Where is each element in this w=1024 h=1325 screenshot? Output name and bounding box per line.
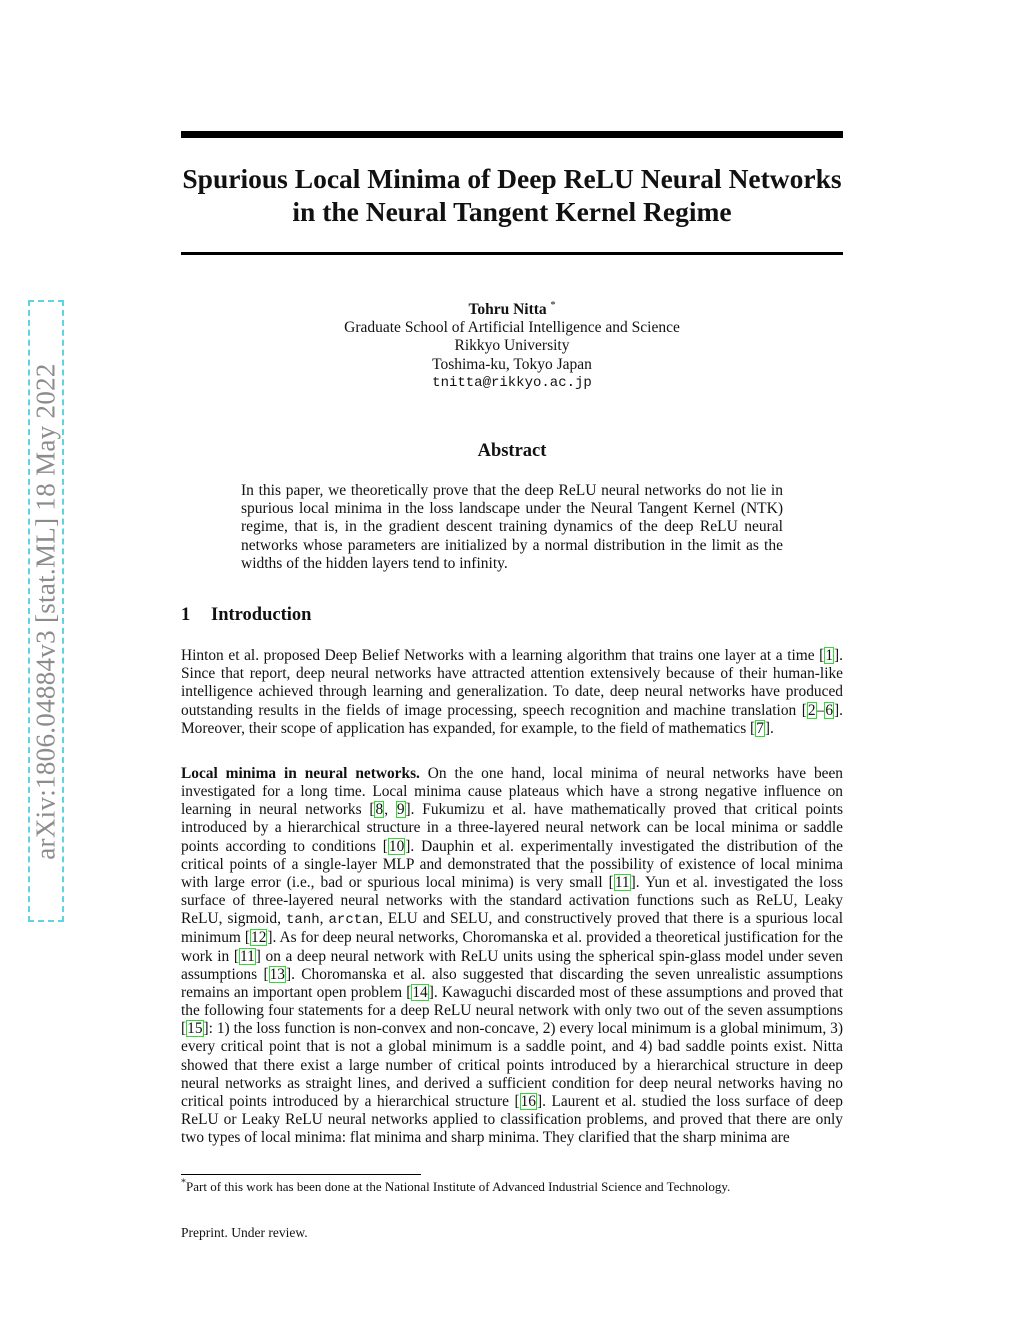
intro-paragraph-1: Hinton et al. proposed Deep Belief Networks with a learning algorithm that trains one layer at a time [1]. Since that report, deep neural networks have attracted attention extensively because of their human-like intelligence achieved through learning and generalization. To date, deep neural networks have produced outstanding results in the fields of image processing, speech recognition and machine translation [2–6]. Moreover, their scope of application has expanded, for example, to the field of mathematics [7]. bbox=[181, 647, 843, 737]
citation-link[interactable]: 11 bbox=[239, 947, 255, 965]
citation-link[interactable]: 6 bbox=[825, 701, 834, 719]
section-heading-introduction bbox=[181, 605, 311, 626]
citation-link[interactable]: 2 bbox=[807, 701, 816, 719]
citation-link[interactable]: 15 bbox=[187, 1020, 203, 1038]
citation-link[interactable]: 16 bbox=[520, 1092, 536, 1110]
section-title: Introduction bbox=[211, 605, 312, 625]
citation-link[interactable]: 9 bbox=[396, 801, 405, 819]
paragraph-label-local-minima: Local minima in neural networks. bbox=[181, 765, 420, 782]
citation-link[interactable]: 11 bbox=[614, 873, 630, 891]
author-affiliation-location: Toshima-ku, Tokyo Japan bbox=[432, 355, 592, 373]
footnote-text: Part of this work has been done at the National Institute of Advanced Industrial Science and Technology. bbox=[186, 1179, 731, 1194]
author-affiliation-school: Graduate School of Artificial Intelligence and Science bbox=[344, 319, 680, 337]
citation-link[interactable]: 14 bbox=[412, 983, 428, 1001]
footnote-mark: * bbox=[181, 1177, 186, 1189]
arxiv-identifier-stamp bbox=[28, 300, 64, 922]
paper-title: Spurious Local Minima of Deep ReLU Neural Networks in the Neural Tangent Kernel Regime bbox=[182, 163, 842, 227]
arxiv-identifier-text: arXiv:1806.04884v3 [stat.ML] 18 May 2022 bbox=[30, 362, 61, 860]
citation-link[interactable]: 7 bbox=[756, 719, 764, 737]
section-number: 1 bbox=[181, 605, 191, 625]
citation-link[interactable]: 1 bbox=[825, 647, 834, 664]
inline-math: tanh bbox=[286, 912, 320, 929]
inline-math: arctan bbox=[328, 912, 379, 929]
author-footnote-mark: * bbox=[550, 299, 556, 311]
author-block bbox=[181, 301, 843, 392]
citation-link[interactable]: 8 bbox=[375, 801, 384, 819]
citation-link[interactable]: 13 bbox=[269, 965, 285, 983]
title-bottom-rule bbox=[181, 252, 843, 255]
abstract-heading: Abstract bbox=[477, 441, 547, 461]
title-top-rule bbox=[181, 131, 843, 138]
footnote-rule bbox=[181, 1174, 421, 1175]
citation-link[interactable]: 12 bbox=[251, 929, 267, 947]
intro-paragraph-2-body: On the one hand, local minima of neural networks have been investigated for a long time. Local minima cause plateaus which have a strong negative influence on learning in neural networks [8, 9]. Fukumizu et al. have mathematically proved that critical points introduced by a hierarchical structure in a three-layered neural network can be local minima or saddle points according to conditions [10]. Dauphin et al. experimentally investigated the distribution of the critical points of a single-layer MLP and demonstrated that the possibility of existence of local minima with large error (i.e., bad or spurious local minima) is very small [11]. Yun et al. investigated the loss surface of three-layered neural networks with the standard activation functions such as ReLU, Leaky ReLU, sigmoid, tanh, arctan, ELU and SELU, and constructively proved that there is a spurious local minimum [12]. As for deep neural networks, Choromanska et al. provided a theoretical justification for the work in [11] on a deep neural network with ReLU units using the spherical spin-glass model under seven assumptions [13]. Choromanska et al. also suggested that discarding the seven unrealistic assumptions remains an important open problem [14]. Kawaguchi discarded most of these assumptions and proved that the following four statements for a deep ReLU neural network with only two out of the seven assumptions [15]: 1) the loss function is non-convex and non-concave, 2) every local minimum is a global minimum, 3) every critical point that is not a global minimum is a saddle point, and 4) bad saddle points exist. Nitta showed that there exist a large number of critical points introduced by a hierarchical structure in deep neural networks as straight lines, and derived a sufficient condition for deep neural networks having no critical points introduced by a hierarchical structure [16]. Laurent et al. studied the loss surface of deep ReLU or Leaky ReLU neural networks applied to classification problems, and proved that there are only two types of local minima: flat minima and sharp minima. They clarified that the sharp minima are bbox=[181, 765, 844, 1147]
intro-paragraph-2 bbox=[181, 765, 843, 1147]
abstract-text: In this paper, we theoretically prove that the deep ReLU neural networks do not lie in spurious local minima in the loss landscape under the Neural Tangent Kernel (NTK) regime, that is, in the gradient descent training dynamics of the deep ReLU neural networks whose parameters are initialized by a normal distribution in the limit as the widths of the hidden layers tend to infinity. bbox=[241, 482, 783, 572]
preprint-footer: Preprint. Under review. bbox=[181, 1225, 308, 1240]
author-affiliation-university: Rikkyo University bbox=[454, 337, 570, 355]
citation-link[interactable]: 10 bbox=[388, 837, 405, 855]
footnote bbox=[181, 1179, 881, 1195]
author-name: Tohru Nitta bbox=[468, 301, 547, 318]
author-email: tnitta@rikkyo.ac.jp bbox=[432, 374, 592, 391]
